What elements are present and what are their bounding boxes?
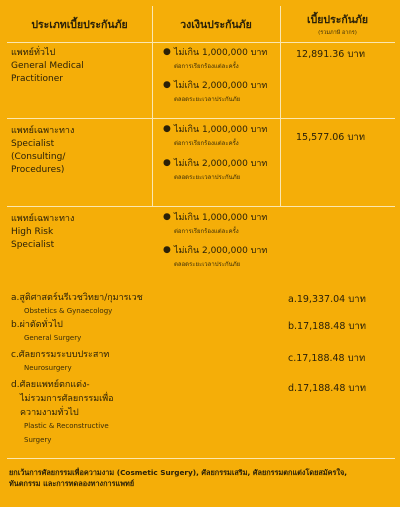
limit-aggregate-note: ตลอดระยะเวลาประกันภัย	[174, 261, 241, 268]
header-premium-label: เบี้ยประกันภัย	[307, 14, 368, 26]
exclusion-note	[9, 468, 395, 489]
row-type-en: Practitioner	[11, 74, 63, 84]
specialty-en: General Surgery	[24, 334, 82, 342]
premium-amount: c.17,188.48 บาท	[288, 353, 366, 364]
specialty-th: ความงามทั่วไป	[20, 408, 79, 418]
specialty-th: b.ผ่าตัดทั่วไป	[11, 320, 63, 330]
specialty-en: Neurosurgery	[24, 364, 72, 372]
bullet-icon: ●	[163, 80, 171, 90]
header-premium	[280, 6, 395, 42]
premium-amount: 15,577.06 บาท	[296, 132, 365, 143]
divider	[7, 42, 395, 43]
row-type-th: แพทย์ทั่วไป	[11, 48, 56, 58]
row-type-en: Specialist	[11, 240, 55, 250]
header-type-label: ประเภทเบี้ยประกันภัย	[31, 18, 128, 31]
column-divider	[152, 6, 153, 206]
limit-aggregate-note: ตลอดระยะเวลาประกันภัย	[174, 174, 241, 181]
row-type-en: High Risk	[11, 227, 54, 237]
divider	[7, 206, 395, 207]
header-limit-label: วงเงินประกันภัย	[180, 18, 252, 31]
premium-amount: b.17,188.48 บาท	[288, 321, 367, 332]
bullet-icon: ●	[163, 212, 171, 222]
bullet-icon: ●	[163, 158, 171, 168]
header-limit	[152, 6, 280, 42]
exclusion-line: ทันตกรรม และการทดลองทางการแพทย์	[9, 478, 135, 488]
row-type-en: Specialist	[11, 139, 55, 149]
bullet-icon: ●	[163, 47, 171, 57]
specialty-th: c.ศัลยกรรมระบบประสาท	[11, 350, 110, 360]
column-divider	[280, 6, 281, 206]
limit-per-claim: ไม่เกิน 1,000,000 บาท	[174, 125, 268, 135]
premium-amount: a.19,337.04 บาท	[288, 294, 366, 305]
row-type-en: Procedures)	[11, 165, 65, 175]
row-type-en: (Consulting/	[11, 152, 66, 162]
bullet-icon: ●	[163, 245, 171, 255]
divider	[7, 118, 395, 119]
specialty-th: d.ศัลยแพทย์ตกแต่ง-	[11, 380, 90, 390]
row-type-th: แพทย์เฉพาะทาง	[11, 126, 75, 136]
limit-per-claim: ไม่เกิน 1,000,000 บาท	[174, 48, 268, 58]
table-header	[7, 6, 395, 42]
specialty-th: ไม่รวมการศัลยกรรมเพื่อ	[20, 394, 114, 404]
specialty-en: Plastic & Reconstructive	[24, 422, 109, 430]
bullet-icon: ●	[163, 124, 171, 134]
limit-per-claim-note: ต่อการเรียกร้องแต่ละครั้ง	[174, 228, 239, 235]
premium-amount: d.17,188.48 บาท	[288, 383, 367, 394]
specialty-en: Surgery	[24, 436, 52, 444]
divider	[7, 458, 395, 459]
specialty-th: a.สูติศาสตร์นรีเวชวิทยา/กุมารเวช	[11, 293, 143, 303]
limit-aggregate-note: ตลอดระยะเวลาประกันภัย	[174, 96, 241, 103]
limit-aggregate: ไม่เกิน 2,000,000 บาท	[174, 81, 268, 91]
exclusion-line: ยกเว้นการศัลยกรรมเพื่อความงาม (Cosmetic Surgery), ศัลยกรรมเสริม, ศัลยกรรมตกแต่งโดยสมัครใจ,	[9, 468, 348, 477]
header-type	[7, 6, 152, 42]
row-type-en: General Medical	[11, 61, 84, 71]
specialty-en: Obstetics & Gynaecology	[24, 307, 113, 315]
limit-per-claim-note: ต่อการเรียกร้องแต่ละครั้ง	[174, 63, 239, 70]
limit-per-claim-note: ต่อการเรียกร้องแต่ละครั้ง	[174, 140, 239, 147]
premium-amount: 12,891.36 บาท	[296, 49, 365, 60]
header-premium-note: (รวมภาษี อากร)	[318, 30, 357, 36]
limit-per-claim: ไม่เกิน 1,000,000 บาท	[174, 213, 268, 223]
limit-aggregate: ไม่เกิน 2,000,000 บาท	[174, 159, 268, 169]
row-type-th: แพทย์เฉพาะทาง	[11, 214, 75, 224]
limit-aggregate: ไม่เกิน 2,000,000 บาท	[174, 246, 268, 256]
